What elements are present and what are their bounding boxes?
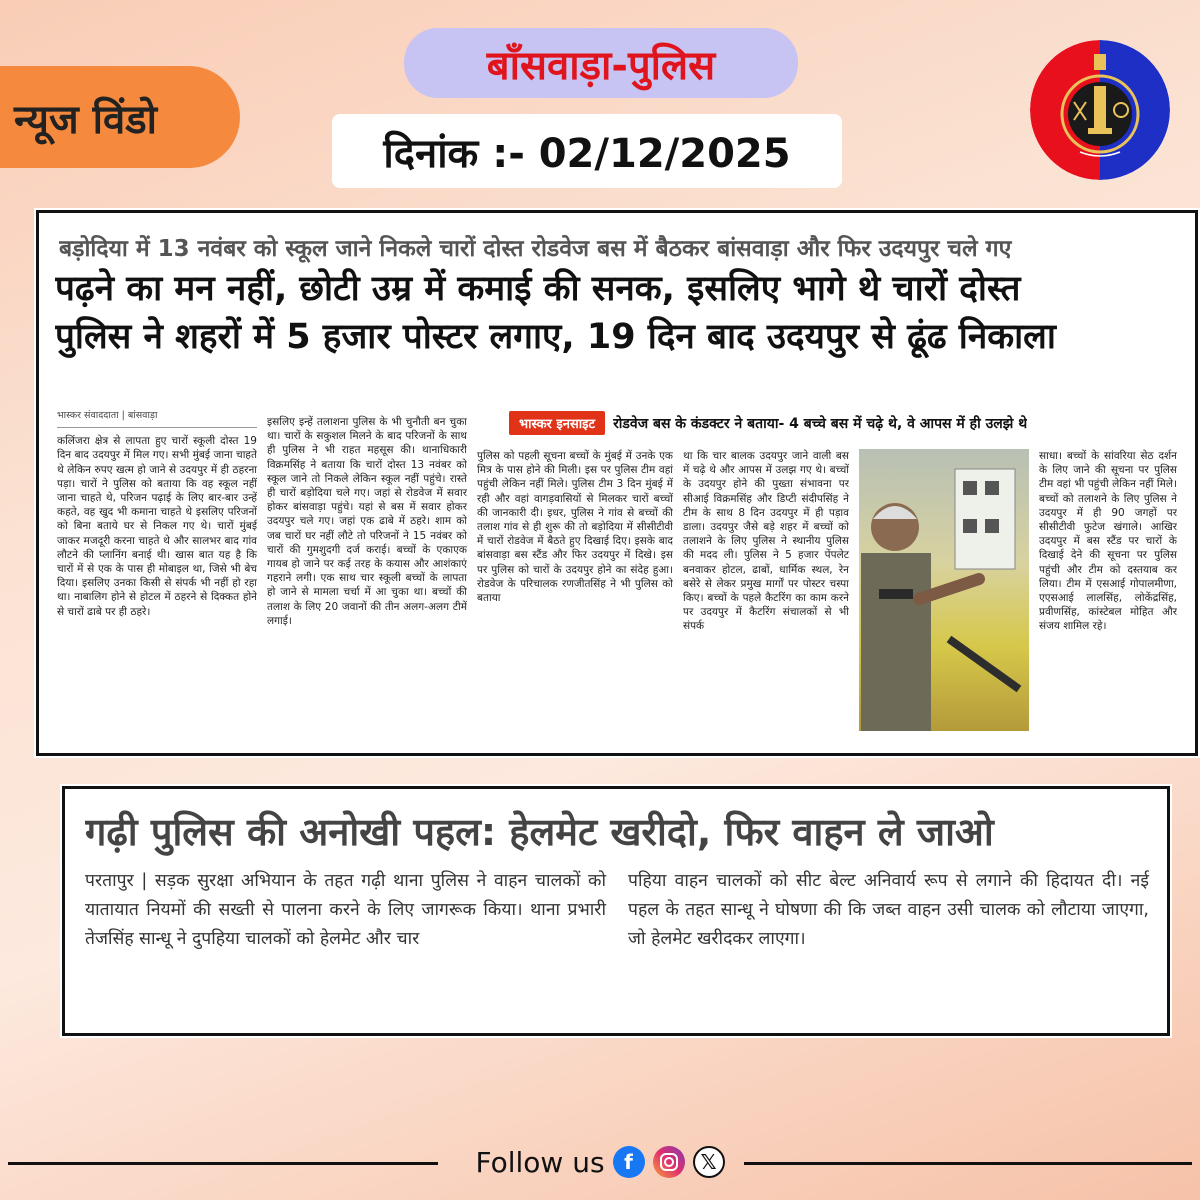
footer-divider-right — [744, 1162, 1192, 1165]
article1-col4-text: था कि चार बालक उदयपुर जाने वाली बस में चढ़े थे और आपस में उलझ गए थे। बच्चों के उदयपुर होने की पुख्ता संभावना पर सीआई विक्रमसिंह और डिप्टी संदीपसिंह ने टीम के साथ 8 दिन उदयपुर में ही पड़ाव डाला। उदयपुर जैसे बड़े शहर में बच्चों को तलाशने के लिए पुलिस ने स्थानीय पुलिस की मदद ली। पुलिस ने 5 हजार पेंपलेट बनवाकर होटल, ढाबों, धार्मिक स्थल, रेन बसेरे से लेकर प्रमुख मार्गों पर पोस्टर चस्पा किए। बच्चों के पहले कैटरिंग का काम करने पर उदयपुर में कैटरिंग संचालकों से भी संपर्क — [683, 450, 849, 633]
footer — [0, 1136, 1200, 1188]
news-clipping-2 — [62, 786, 1170, 1036]
news-photo — [859, 449, 1029, 731]
article1-column-4 — [683, 409, 849, 743]
article1-column-2 — [267, 409, 467, 743]
section-label: न्यूज विंडो — [14, 96, 157, 143]
x-icon[interactable]: 𝕏 — [693, 1146, 725, 1178]
police-officer-poster-photo — [859, 449, 1029, 731]
instagram-icon[interactable] — [653, 1146, 685, 1178]
article2-body — [85, 867, 1149, 954]
article2-column-2: पहिया वाहन चालकों को सीट बेल्ट अनिवार्य रूप से लगाने की हिदायत दी। नई पहल के तहत सान्धू ने घोषणा की कि जब्त वाहन उसी चालक को लौटाया जाएगा, जो हेलमेट खरीदकर लाएगा। — [628, 871, 1149, 949]
byline: भास्कर संवाददाता | बांसवाड़ा — [57, 409, 257, 428]
facebook-icon[interactable]: f — [613, 1146, 645, 1178]
insight-headline: रोडवेज बस के कंडक्टर ने बताया- 4 बच्चे बस में चढ़े थे, वे आपस में ही उलझे थे — [613, 415, 1028, 432]
article1-column-1 — [57, 409, 257, 743]
news-clipping-1 — [36, 210, 1198, 756]
insight-tag: भास्कर इनसाइट — [509, 411, 605, 435]
article1-col2-text: इसलिए इन्हें तलाशना पुलिस के भी चुनौती बन चुका था। चारों के सकुशल मिलने के बाद परिजनों के साथ ही पुलिस ने भी राहत महसूस की। थानाधिकारी विक्रमसिंह ने बताया कि चारों दोस्त 13 नवंबर को स्कूल जाने तो निकले लेकिन स्कूल नहीं पहुंचे। रास्ते ही चारों बड़ोदिया चले गए। जहां से रोडवेज में सवार होकर बांसवाड़ा पहुंचे। यहां से बस में सवार होकर उदयपुर चले गए। जहां एक ढाबे में ठहरे। शाम को जब चारों घर नहीं लौटे तो परिजनों ने 15 नवंबर को चारों की गुमशुदगी दर्ज कराई। बच्चों के एकाएक गायब हो जाने पर कई तरह के कयास और आशंकाएं गहराने लगी। एक साथ चार स्कूली बच्चों के लापता हो जाने से मामला चर्चा में आ चुका था। बच्चों की तलाश के लिए 20 जवानों की तीन अलग-अलग टीमें लगाई। — [267, 416, 467, 627]
article1-columns — [57, 409, 1177, 743]
article1-column-5 — [1039, 409, 1177, 743]
article1-headline-2: पुलिस ने शहरों में 5 हजार पोस्टर लगाए, 19 दिन बाद उदयपुर से ढूंढ निकाला — [55, 317, 1056, 357]
date-box — [332, 114, 842, 188]
article2-column-1: परतापुर | सड़क सुरक्षा अभियान के तहत गढ़ी थाना पुलिस ने वाहन चालकों को यातायात नियमों की सख्ती से पालना करने के लिए जागरूक किया। थाना प्रभारी तेजसिंह सान्धू ने दुपहिया चालकों को हेलमेट और चार — [85, 871, 606, 949]
follow-us — [469, 1146, 730, 1179]
police-emblem-icon — [1030, 40, 1170, 180]
rajasthan-police-logo — [1030, 40, 1170, 180]
news-window-tab — [0, 66, 240, 168]
brand-title — [404, 28, 798, 98]
article1-headline-1: पढ़ने का मन नहीं, छोटी उम्र में कमाई की सनक, इसलिए भागे थे चारों दोस्त — [55, 269, 1021, 309]
article1-col3-text: पुलिस को पहली सूचना बच्चों के मुंबई में उनके एक मित्र के पास होने की मिली। इस पर पुलिस टीम वहां पहुंची लेकिन नहीं मिले। पुलिस टीम 3 दिन मुंबई में रही और वहां वागड़वासियों से मिलकर चारों बच्चों की जानकारी दी। इधर, पुलिस ने गांव से बच्चों की तलाश गांव से ही शुरू की तो बड़ोदिया में सीसीटीवी में चारों रोडवेज में बैठते हुए दिखाई दिए। इसके बाद बांसवाड़ा बस स्टैंड और फिर उदयपुर में दिखे। इस पर पुलिस को चारों के उदयपुर होने का संदेह हुआ। रोडवेज के परिचालक रणजीतसिंह ने भी पुलिस को बताया — [477, 450, 673, 605]
article2-headline: गढ़ी पुलिस की अनोखी पहल: हेलमेट खरीदो, फिर वाहन ले जाओ — [85, 810, 994, 854]
follow-label: Follow us — [475, 1145, 605, 1179]
article1-col1-text: कलिंजरा क्षेत्र से लापता हुए चारों स्कूली दोस्त 19 दिन बाद उदयपुर में मिल गए। सभी मुंबई जाना चाहते थे लेकिन रुपए खत्म हो जाने से उदयपुर में ही ठहरना पड़ा। चारों ने पुलिस को बताया कि वह स्कूल नहीं जाना चाहते थे, परिजन पढ़ाई के लिए बार-बार उन्हें कहते, वह खुद भी कमाना चाहते थे इसलिए परिजनों को बिना बताये घर से निकल गए थे। चारों मुंबई जाकर मजदूरी करना चाहते थे और सालभर बाद गांव लौटने की प्लानिंग बनाई थी। खास बात यह है कि चारों में से एक के पास ही मोबाइल था, जिसे भी बेच दिया। इसलिए उनका किसी से संपर्क भी नहीं हो रहा था। नाबालिग होने से होटल में ठहरने से दिक्कत होने से चारों ढाबे पर ही ठहरे। — [57, 435, 257, 618]
date-text: दिनांक :- 02/12/2025 — [383, 130, 791, 177]
article1-column-3 — [477, 409, 673, 743]
article1-kicker: बड़ोदिया में 13 नवंबर को स्कूल जाने निकले चारों दोस्त रोडवेज बस में बैठकर बांसवाड़ा और फिर उदयपुर चले गए — [59, 236, 1012, 262]
article1-col5-text: साधा। बच्चों के सांवरिया सेठ दर्शन के लिए जाने की सूचना पर पुलिस टीम वहां भी पहुंची लेकिन नहीं मिले। बच्चों को तलाशने के लिए पुलिस ने उदयपुर में ही 90 जगहों पर सीसीटीवी फुटेज खंगाले। आखिर उदयपुर में बस स्टैंड पर चारों के दिखाई देने की सूचना पर पुलिस पहुंची और टीम को दस्तयाब कर लिया। टीम में एसआई गोपालमीणा, एएसआई लालसिंह, लोकेंद्रसिंह, प्रवीणसिंह, कांस्टेबल मोहित और संजय शामिल रहे। — [1039, 450, 1177, 633]
brand-text: बाँसवाड़ा-पुलिस — [486, 42, 716, 89]
footer-divider-left — [8, 1162, 438, 1165]
